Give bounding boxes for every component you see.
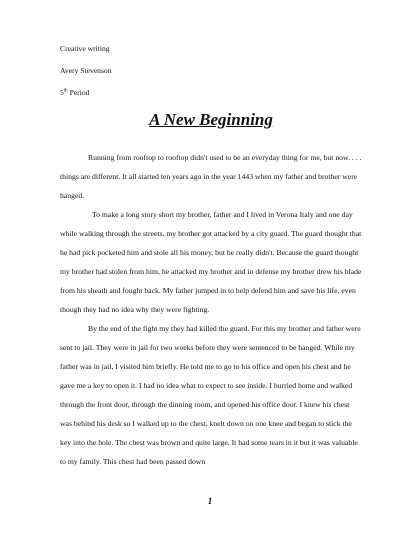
paragraph-3: By the end of the fight my they had killed the guard. For this my brother and father were sent to jail. They were in jail for two weeks before they were sentenced to be hanged. While my father was in jail, I visited him briefly. He told me to go to his office and open his chest and he gave me a key to open it. I had no idea what to expect to see inside. I hurried home and walked through the front door, through the dinning room, and opened his office door. I knew his chest was behind his desk so I walked up to the chest, knelt down on one knee and began to stick the key into the hole. The chest was brown and quite large. It had some tears in it but it was valuable to my family. This chest had been passed down: [60, 324, 361, 466]
essay-body: [60, 148, 362, 471]
essay-title: A New Beginning: [149, 110, 273, 129]
period-suffix: th: [63, 88, 68, 94]
author-name: Avery Stevenson: [60, 66, 112, 75]
class-period: [60, 88, 362, 98]
page-number: 1: [207, 496, 213, 506]
period-label: Period: [67, 88, 90, 97]
paragraph-1: Running from rooftop to rooftop didn't used to be an everyday thing for me, but now. . . . things are different. It all started ten years ago in the year 1443 when my father and brother were hanged.: [60, 153, 362, 200]
period-number: 5: [60, 88, 64, 97]
class-name: Creative writing: [60, 44, 110, 53]
paragraph-2: To make a long story short my brother, father and I lived in Verona Italy and one day while walking through the streets, my brother got attacked by a city guard. The guard thought that he had pick pocketed him and stole all his money, but he really didn't. Because the guard thought my brother had stolen from him, he attacked my brother and in defense my brother drew his blade from his sheath and fought back. My father jumped in to help defend him and save his life, even though they had no idea why they were fighting.: [60, 210, 362, 314]
